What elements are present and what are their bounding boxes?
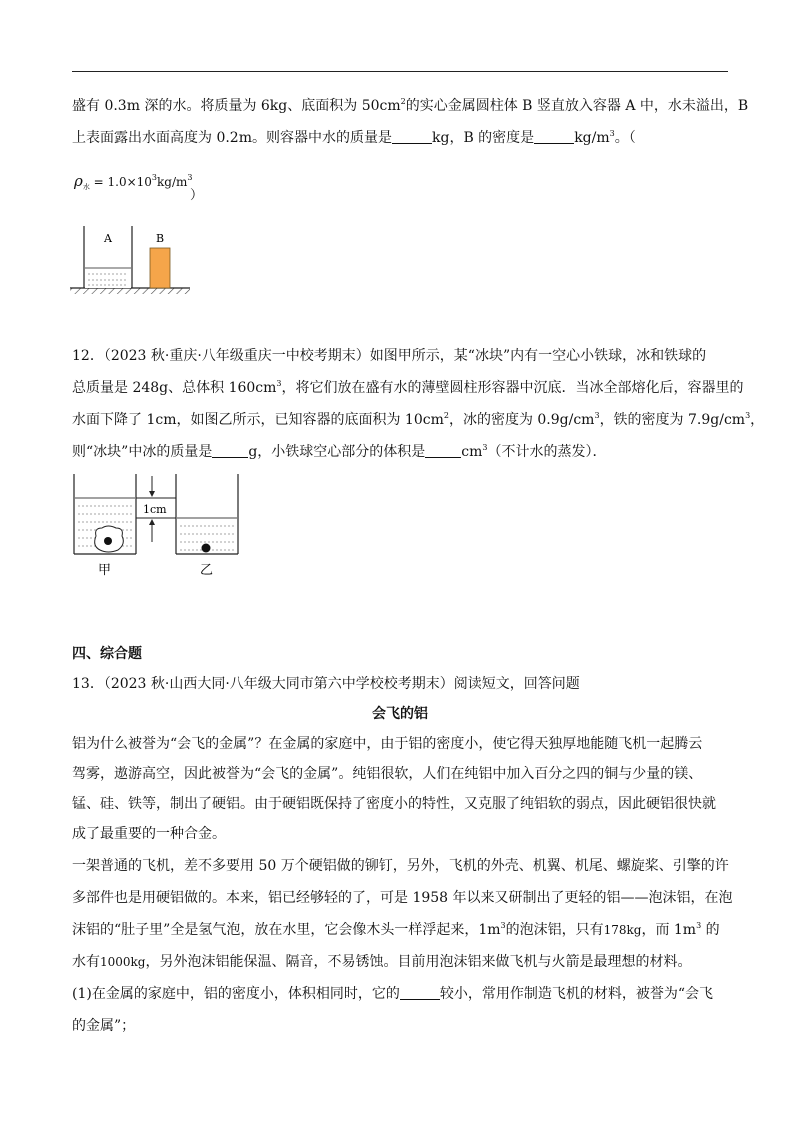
answer-blank-water-mass[interactable] [392, 129, 432, 144]
answer-blank-ice-mass[interactable] [212, 443, 248, 458]
iron-ball [202, 544, 211, 553]
label-1cm: 1cm [143, 503, 167, 516]
iron-ball-in-ice [104, 537, 112, 545]
p2-line-1: 一架普通的飞机，差不多要用 50 万个硬铝做的铆钉，另外，飞机的外壳、机翼、机尾、螺旋桨、引擎的许 [72, 858, 729, 874]
q11-figure [70, 222, 190, 300]
p2-line-2: 多部件也是用硬铝做的。本来，铝已经够轻的了，可是 1958 年以来又研制出了更轻的铝——泡沫铝，在泡 [72, 890, 733, 906]
answer-blank-hollow-volume[interactable] [425, 443, 461, 458]
label-yi: 乙 [200, 563, 214, 578]
ground-hatch [70, 288, 190, 294]
q11-line-2: 上表面露出水面高度为 0.2m。则容器中水的质量是 kg，B 的密度是 $kg/m^3$。（ [72, 129, 636, 146]
q12-line-3: 水面下降了 1cm，如图乙所示，已知容器的底面积为 $10cm^2$，冰的密度为 $0.9g/cm^3$，铁的密度为 $7.9g/cm^3$， [72, 411, 765, 428]
p1-line-1: 铝为什么被誉为“会飞的金属”？在金属的家庭中，由于铝的密度小，使它得天独厚地能随飞机一起腾云 [72, 736, 703, 752]
q12-figure [70, 470, 250, 580]
p2-line-3: 沫铝的“肚子里”全是氢气泡，放在水里，它会像木头一样浮起来，$1m^3$的泡沫铝，只有178kg，而 $1m^3$ 的 [72, 921, 720, 938]
article-title: 会飞的铝 [372, 706, 428, 722]
label-a: A [104, 232, 112, 245]
q12-line-1: 12．（2023 秋·重庆·八年级重庆一中校考期末）如图甲所示，某“冰块”内有一空心小铁球，冰和铁球的 [72, 348, 707, 364]
q13-intro: 13．（2023 秋·山西大同·八年级大同市第六中学校校考期末）阅读短文，回答问题 [72, 676, 580, 692]
header-rule [72, 71, 728, 72]
cylinder-b [150, 248, 170, 288]
p1-line-4: 成了最重要的一种合金。 [72, 826, 226, 842]
answer-blank-b-density[interactable] [534, 129, 574, 144]
q12-line-4: 则“冰块”中冰的质量是 g，小铁球空心部分的体积是 $cm^3$（不计水的蒸发）． [72, 443, 607, 460]
p2-line-4: 水有1000kg，另外泡沫铝能保温、隔音，不易锈蚀。目前用泡沫铝来做飞机与火箭是最理想的材料。 [72, 954, 692, 970]
q11-line-1: 盛有 0.3m 深的水。将质量为 6kg、底面积为 $50cm^2$的实心金属圆柱体 B 竖直放入容器 A 中，水未溢出，B [72, 97, 749, 114]
p1-line-2: 驾雾，遨游高空，因此被誉为“会飞的金属”。纯铝很软，人们在纯铝中加入百分之四的铜与少量的镁、 [72, 766, 703, 782]
section-heading: 四、综合题 [72, 646, 142, 662]
q13-sub1-line-2: 的金属”； [72, 1018, 136, 1034]
water-density-formula: $\rho_水 = 1.0\times 10^3kg/m^3$ [74, 172, 193, 191]
answer-blank-property[interactable] [400, 985, 440, 1000]
formula-close-paren: ） [190, 188, 204, 203]
label-jia: 甲 [98, 563, 112, 578]
p1-line-3: 锰、硅、铁等，制出了硬铝。由于硬铝既保持了密度小的特性，又克服了纯铝软的弱点，因此硬铝很快就 [72, 796, 716, 812]
q12-line-2: 总质量是 248g、总体积 $160cm^3$，将它们放在盛有水的薄壁圆柱形容器中沉底．当冰全部熔化后，容器里的 [72, 379, 744, 396]
label-b: B [156, 232, 165, 245]
q13-sub1-line-1: (1)在金属的家庭中，铝的密度小，体积相同时，它的 较小，常用作制造飞机的材料，被誉为“会飞 [72, 986, 713, 1002]
